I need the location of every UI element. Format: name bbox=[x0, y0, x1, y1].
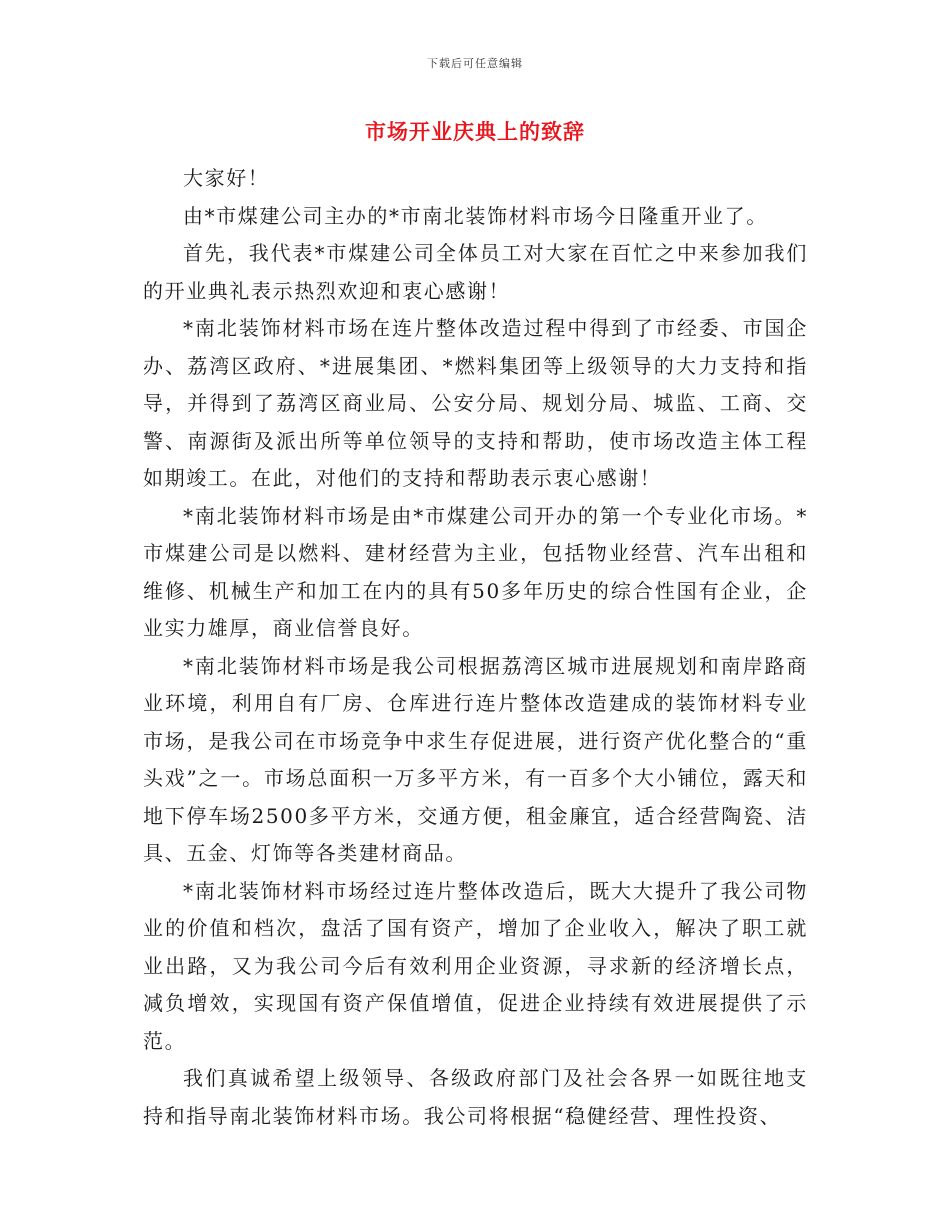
paragraph-greeting: 大家好！ bbox=[183, 166, 270, 190]
paragraph-closing: 我们真诚希望上级领导、各级政府部门及社会各界一如既往地支持和指导南北装饰材料市场。我公司将根据“稳健经营、理性投资、 bbox=[143, 1066, 808, 1128]
paragraph-benefits: *南北装饰材料市场经过连片整体改造后，既大大提升了我公司物业的价值和档次，盘活了国有资产，增加了企业收入，解决了职工就业出路，又为我公司今后有效利用企业资源，寻求新的经济增长点，减负增效，实现国有资产保值增值，促进企业持续有效进展提供了示范。 bbox=[143, 878, 808, 1053]
header-note: 下载后可任意编辑 bbox=[427, 57, 523, 70]
paragraph-company-intro: *南北装饰材料市场是由*市煤建公司开办的第一个专业化市场。*市煤建公司是以燃料、建材经营为主业，包括物业经营、汽车出租和维修、机械生产和加工在内的具有50多年历史的综合性国有企业，企业实力雄厚，商业信誉良好。 bbox=[143, 503, 808, 640]
paragraph-welcome: 首先，我代表*市煤建公司全体员工对大家在百忙之中来参加我们的开业典礼表示热烈欢迎和衷心感谢！ bbox=[143, 241, 808, 303]
document-body bbox=[143, 160, 808, 1135]
paragraph-thanks: *南北装饰材料市场在连片整体改造过程中得到了市经委、市国企办、荔湾区政府、*进展集团、*燃料集团等上级领导的大力支持和指导，并得到了荔湾区商业局、公安分局、规划分局、城监、工商、交警、南源街及派出所等单位领导的支持和帮助，使市场改造主体工程如期竣工。在此，对他们的支持和帮助表示衷心感谢！ bbox=[143, 316, 808, 490]
document-title: 市场开业庆典上的致辞 bbox=[365, 119, 585, 144]
paragraph-opening: 由*市煤建公司主办的*市南北装饰材料市场今日隆重开业了。 bbox=[183, 203, 768, 228]
paragraph-market-intro: *南北装饰材料市场是我公司根据荔湾区城市进展规划和南岸路商业环境，利用自有厂房、仓库进行连片整体改造建成的装饰材料专业市场，是我公司在市场竞争中求生存促进展，进行资产优化整合的“重头戏”之一。市场总面积一万多平方米，有一百多个大小铺位，露天和地下停车场2500多平方米，交通方便，租金廉宜，适合经营陶瓷、洁具、五金、灯饰等各类建材商品。 bbox=[143, 653, 808, 865]
